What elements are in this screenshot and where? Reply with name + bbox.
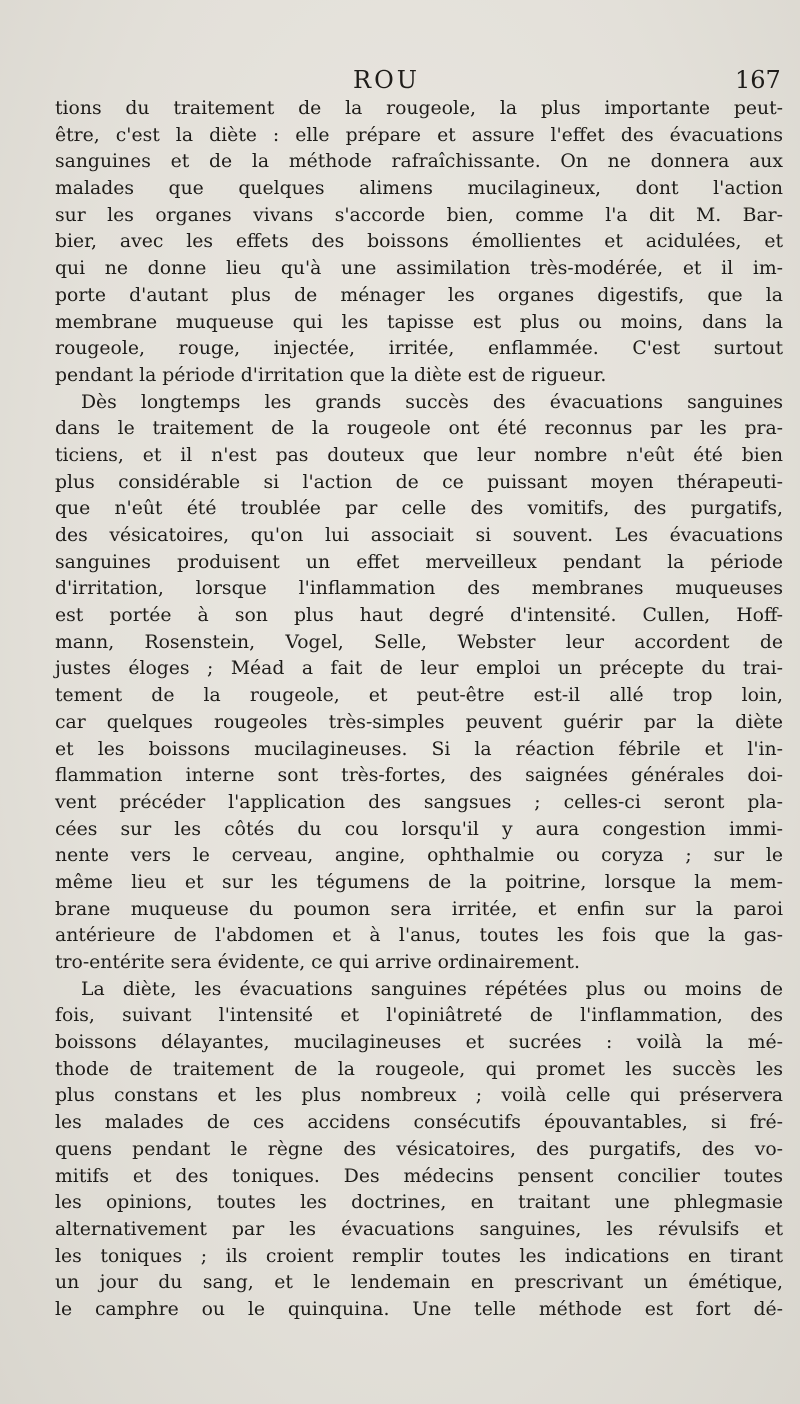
text-line: sanguines produisent un effet merveilleux pendant la période <box>55 551 783 573</box>
text-line: plus considérable si l'action de ce puissant moyen thérapeuti- <box>55 471 783 493</box>
text-line: mitifs et des toniques. Des médecins pensent concilier toutes <box>55 1165 783 1187</box>
text-line: tement de la rougeole, et peut-être est-il allé trop loin, <box>55 685 783 707</box>
text-line: est portée à son plus haut degré d'intensité. Cullen, Hoff- <box>55 605 783 627</box>
text-line: membrane muqueuse qui les tapisse est plus ou moins, dans la <box>55 311 783 333</box>
text-line: alternativement par les évacuations sanguines, les révulsifs et <box>55 1218 783 1240</box>
text-line: fois, suivant l'intensité et l'opiniâtreté de l'inflammation, des <box>55 1005 783 1027</box>
text-line: quens pendant le règne des vésicatoires, des purgatifs, des vo- <box>55 1138 783 1160</box>
text-line: qui ne donne lieu qu'à une assimilation très-modérée, et il im- <box>55 258 783 280</box>
text-line: cées sur les côtés du cou lorsqu'il y aura congestion immi- <box>55 818 783 840</box>
text-line: ticiens, et il n'est pas douteux que leur nombre n'eût été bien <box>55 444 783 466</box>
body-text <box>55 96 783 1324</box>
text-line: Dès longtemps les grands succès des évacuations sanguines <box>81 391 783 413</box>
text-line: car quelques rougeoles très-simples peuvent guérir par la diète <box>55 711 783 733</box>
text-line: sur les organes vivans s'accorde bien, comme l'a dit M. Bar- <box>55 204 783 226</box>
text-line: les opinions, toutes les doctrines, en traitant une phlegmasie <box>55 1192 783 1214</box>
text-line: et les boissons mucilagineuses. Si la réaction fébrile et l'in- <box>55 738 783 760</box>
text-line: thode de traitement de la rougeole, qui promet les succès les <box>55 1058 783 1080</box>
text-line: mann, Rosenstein, Vogel, Selle, Webster leur accordent de <box>55 631 783 653</box>
text-line: bier, avec les effets des boissons émollientes et acidulées, et <box>55 231 783 253</box>
text-line: flammation interne sont très-fortes, des saignées générales doi- <box>55 765 783 787</box>
text-line: d'irritation, lorsque l'inflammation des membranes muqueuses <box>55 578 783 600</box>
text-line: tro-entérite sera évidente, ce qui arrive ordinairement. <box>55 952 580 973</box>
page-header <box>0 66 800 96</box>
text-line: pendant la période d'irritation que la diète est de rigueur. <box>55 364 607 386</box>
text-line: les malades de ces accidens consécutifs épouvantables, si fré- <box>55 1112 783 1134</box>
text-line: brane muqueuse du poumon sera irritée, et enfin sur la paroi <box>55 898 783 920</box>
text-line: vent précéder l'application des sangsues ; celles-ci seront pla- <box>55 791 783 813</box>
text-line: boissons délayantes, mucilagineuses et sucrées : voilà la mé- <box>55 1032 783 1054</box>
text-line: être, c'est la diète : elle prépare et assure l'effet des évacuations <box>55 124 783 146</box>
text-line: dans le traitement de la rougeole ont été reconnus par les pra- <box>55 418 783 440</box>
text-line: des vésicatoires, qu'on lui associait si souvent. Les évacuations <box>55 525 783 546</box>
text-line: malades que quelques alimens mucilagineux, dont l'action <box>55 178 783 200</box>
text-line: justes éloges ; Méad a fait de leur emploi un précepte du trai- <box>55 658 783 680</box>
text-line: que n'eût été troublée par celle des vomitifs, des purgatifs, <box>55 498 783 520</box>
text-line: La diète, les évacuations sanguines répétées plus ou moins de <box>81 978 783 1000</box>
text-line: un jour du sang, et le lendemain en prescrivant un émétique, <box>55 1272 783 1294</box>
text-line: rougeole, rouge, injectée, irritée, enflammée. C'est surtout <box>55 338 783 360</box>
text-line: le camphre ou le quinquina. Une telle méthode est fort dé- <box>55 1298 783 1320</box>
text-line: antérieure de l'abdomen et à l'anus, toutes les fois que la gas- <box>55 925 783 947</box>
text-line: porte d'autant plus de ménager les organes digestifs, que la <box>55 284 783 306</box>
page-number: 167 <box>735 66 781 94</box>
text-line: tions du traitement de la rougeole, la plus importante peut- <box>55 98 783 119</box>
text-line: sanguines et de la méthode rafraîchissante. On ne donnera aux <box>55 151 783 173</box>
text-line: les toniques ; ils croient remplir toutes les indications en tirant <box>55 1245 783 1267</box>
text-line: plus constans et les plus nombreux ; voilà celle qui préservera <box>55 1085 783 1107</box>
text-line: nente vers le cerveau, angine, ophthalmie ou coryza ; sur le <box>55 845 783 867</box>
running-head: ROU <box>353 66 420 94</box>
text-line: même lieu et sur les tégumens de la poitrine, lorsque la mem- <box>55 871 783 893</box>
